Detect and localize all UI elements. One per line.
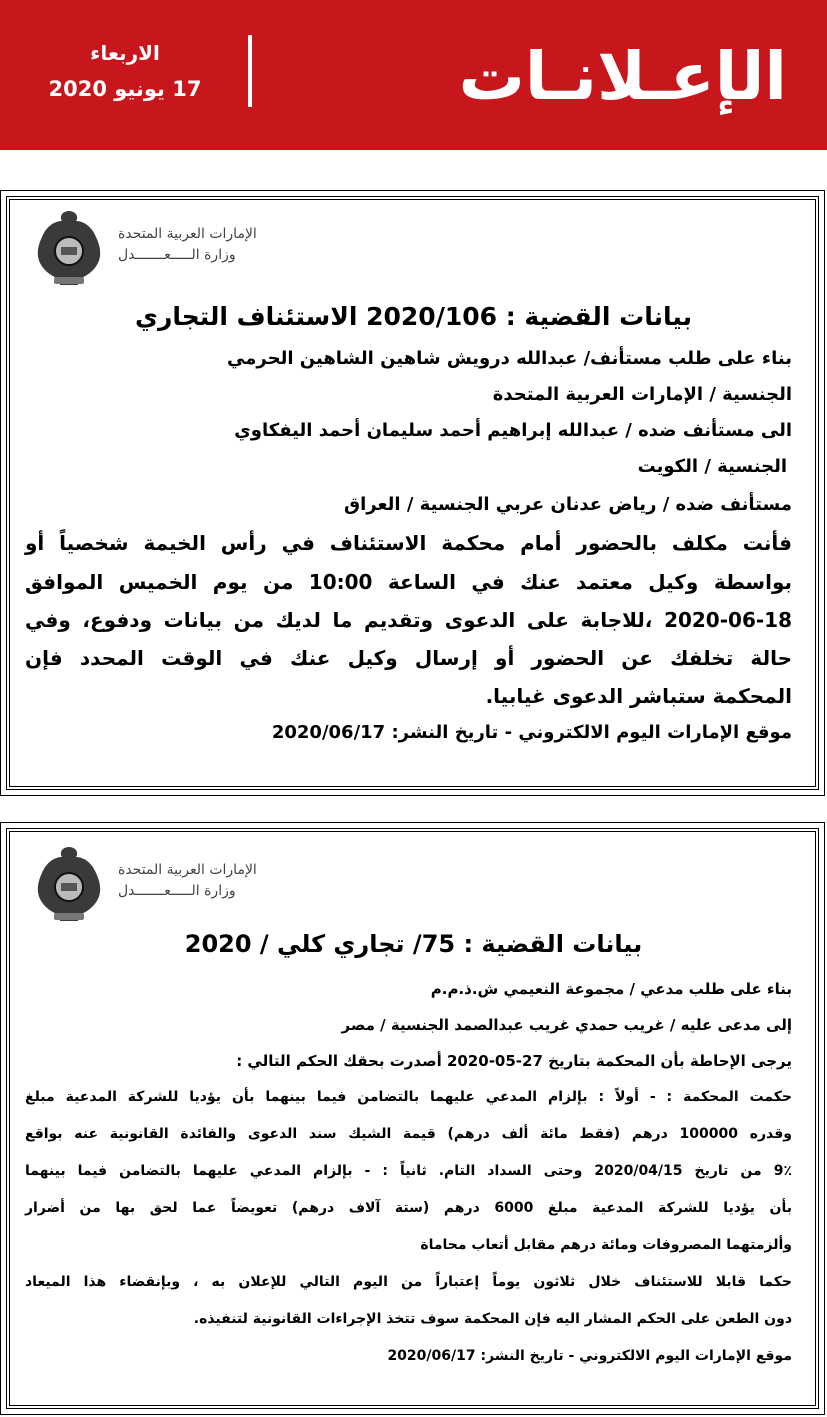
header-divider (248, 35, 252, 107)
header-banner (0, 0, 827, 225)
notice-line: بناء على طلب مستأنف/ عبدالله درويش شاهين الشاهين الحرمي (227, 348, 792, 369)
section-title: الإعـلانـات المبوبـــة (458, 38, 787, 225)
header-date: 17 يونيو 2020 (48, 77, 202, 101)
notice-line: بناء على طلب مدعي / مجموعة النعيمي ش.ذ.م.م (430, 980, 792, 998)
ministry-country: الإمارات العربية المتحدة (118, 226, 257, 242)
notice-line: 2020-06-18 ،للاجابة على الدعوى وتقديم ما لديك من بيانات ودفوع، وفي (25, 608, 792, 632)
notice-line: المحكمة ستباشر الدعوى غيابيا. (485, 684, 792, 708)
notice-line: بواسطة وكيل معتمد عنك في الساعة 10:00 من يوم الخميس الموافق (25, 570, 792, 594)
notice-line: إلى مدعى عليه / غريب حمدي غريب عبدالصمد الجنسية / مصر (341, 1016, 792, 1034)
notice-line: وألزمتهما المصروفات ومائة درهم مقابل أتعاب محاماة (420, 1237, 792, 1253)
notice-line: حكما قابلا للاستئناف خلال ثلاثون يوماً إعتباراً من اليوم التالي للإعلان به ، وبإنقضاء هذا الميعاد (25, 1274, 792, 1290)
uae-emblem-icon (32, 207, 106, 289)
header-day: الاربعاء (90, 41, 160, 65)
notice-line: يرجى الإحاطة بأن المحكمة بتاريخ 27-05-2020 أصدرت بحقك الحكم التالي : (236, 1052, 792, 1070)
notice-line: دون الطعن على الحكم المشار اليه فإن المحكمة سوف تتخذ الإجراءات القانونية لتنفيذه. (193, 1311, 792, 1327)
ministry-name: وزارة الـــــعـــــــدل (118, 247, 236, 263)
case-title: بيانات القضية : 2020/106 الاستئناف التجاري (135, 302, 692, 331)
notice-line: بأن يؤديا للشركة المدعية مبلغ 6000 درهم (ستة آلاف درهم) تعويضاً عما لحق بها من أضرار (25, 1200, 792, 1216)
ministry-country: الإمارات العربية المتحدة (118, 862, 257, 878)
header-date-block (30, 38, 220, 106)
ministry-block (118, 224, 318, 266)
notice-line: 9٪ من تاريخ 2020/04/15 وحتى السداد التام. ثانياً : - بإلزام المدعي عليهما بالتضامن فيما بينهما (25, 1163, 792, 1179)
uae-emblem-icon (32, 843, 106, 925)
notice-line: مستأنف ضده / رياض عدنان عربي الجنسية / العراق (344, 494, 792, 515)
notice-line: الجنسية / الكويت (637, 456, 787, 477)
publication-line: موقع الإمارات اليوم الالكتروني - تاريخ النشر: 2020/06/17 (387, 1348, 792, 1364)
notice-line: فأنت مكلف بالحضور أمام محكمة الاستئناف في رأس الخيمة شخصياً أو (25, 531, 792, 555)
publication-line: موقع الإمارات اليوم الالكتروني - تاريخ النشر: 2020/06/17 (271, 722, 792, 743)
notice-line: حكمت المحكمة : - أولاً : بإلزام المدعي عليهما بالتضامن فيما بينهما بأن يؤديا للشركة المدعية مبلغ (25, 1089, 792, 1105)
ministry-block (118, 860, 318, 902)
case-title: بيانات القضية : 75/ تجاري كلي / 2020 (184, 930, 643, 958)
notice-line: وقدره 100000 درهم (فقط مائة ألف درهم) قيمة الشيك سند الدعوى والفائدة القانونية عنه بواقع (25, 1126, 793, 1142)
notice-line: حالة تخلفك عن الحضور أو إرسال وكيل عنك في الوقت المحدد فإن (25, 646, 792, 670)
ministry-name: وزارة الـــــعـــــــدل (118, 883, 236, 899)
notice-line: الجنسية / الإمارات العربية المتحدة (492, 384, 792, 405)
notice-line: الى مستأنف ضده / عبدالله إبراهيم أحمد سليمان أحمد اليفكاوي (234, 420, 792, 441)
